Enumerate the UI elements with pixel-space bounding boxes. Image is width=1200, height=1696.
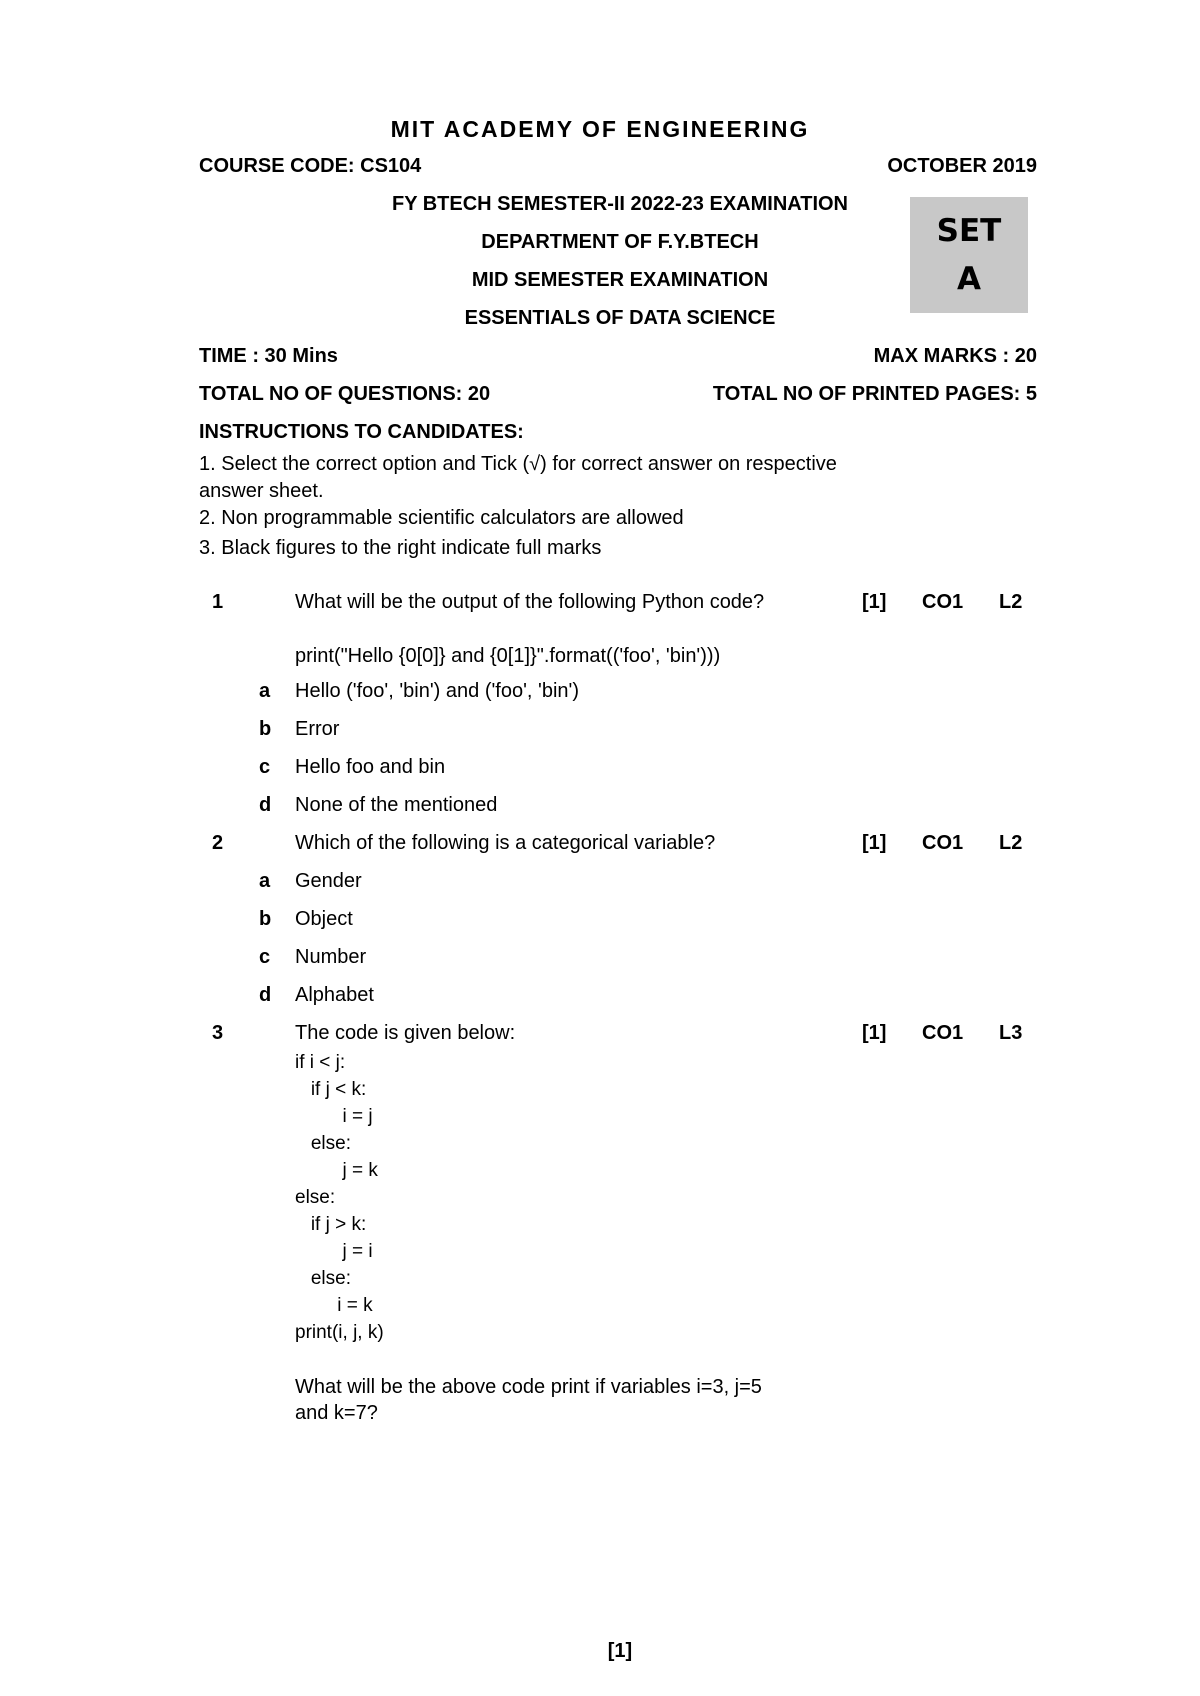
exam-time: TIME : 30 Mins	[199, 345, 338, 367]
option-text: Error	[295, 718, 340, 740]
department: DEPARTMENT OF F.Y.BTECH	[481, 231, 759, 253]
option-key: c	[259, 946, 271, 968]
question-number: 3	[212, 1022, 224, 1044]
max-marks: MAX MARKS : 20	[873, 345, 1037, 367]
option-key: d	[259, 984, 272, 1006]
bloom-level: L2	[999, 591, 1023, 613]
bloom-level: L3	[999, 1022, 1023, 1044]
question-number: 2	[212, 832, 224, 854]
instruction-2: 2. Non programmable scientific calculators are allowed	[199, 507, 684, 529]
option-text: Alphabet	[295, 984, 374, 1006]
institute-name: MIT ACADEMY OF ENGINEERING	[390, 116, 810, 142]
question-code: if i < j: if j < k: i = j else: j = k else: if j > k: j = i else: i = k print(i, j, k)	[295, 1052, 384, 1343]
set-label: SET	[936, 213, 1002, 249]
option-text: Gender	[295, 870, 362, 892]
exam-type: MID SEMESTER EXAMINATION	[471, 269, 769, 291]
question-text: Which of the following is a categorical variable?	[295, 832, 716, 854]
option-key: a	[259, 870, 271, 892]
option-key: b	[259, 908, 272, 930]
question-number: 1	[212, 591, 224, 613]
subject-title: ESSENTIALS OF DATA SCIENCE	[464, 307, 776, 329]
exam-line: FY BTECH SEMESTER-II 2022-23 EXAMINATION	[391, 193, 848, 215]
exam-date: OCTOBER 2019	[887, 155, 1037, 177]
option-text: None of the mentioned	[295, 794, 498, 816]
option-key: b	[259, 718, 272, 740]
question-text: The code is given below:	[295, 1022, 516, 1044]
page-number: [1]	[607, 1640, 633, 1662]
option-text: Hello foo and bin	[295, 756, 446, 778]
course-outcome: CO1	[922, 832, 964, 854]
option-text: Number	[295, 946, 367, 968]
option-key: c	[259, 756, 271, 778]
option-key: a	[259, 680, 271, 702]
set-letter: A	[957, 261, 981, 297]
option-text: Hello ('foo', 'bin') and ('foo', 'bin')	[295, 680, 580, 702]
question-prompt: What will be the above code print if variables i=3, j=5	[295, 1376, 762, 1398]
question-marks: [1]	[862, 1022, 887, 1044]
instruction-1: 1. Select the correct option and Tick (√) for correct answer on respective	[199, 453, 837, 475]
question-marks: [1]	[862, 832, 887, 854]
option-key: d	[259, 794, 272, 816]
total-questions: TOTAL NO OF QUESTIONS: 20	[199, 383, 491, 405]
question-text: What will be the output of the following Python code?	[295, 591, 765, 613]
course-code: COURSE CODE: CS104	[199, 155, 422, 177]
instruction-1-cont: answer sheet.	[199, 480, 324, 502]
question-code: print("Hello {0[0]} and {0[1]}".format(('foo', 'bin')))	[295, 645, 721, 667]
question-marks: [1]	[862, 591, 887, 613]
instructions-title: INSTRUCTIONS TO CANDIDATES:	[199, 421, 524, 443]
bloom-level: L2	[999, 832, 1023, 854]
total-pages: TOTAL NO OF PRINTED PAGES: 5	[712, 383, 1037, 405]
question-prompt-cont: and k=7?	[295, 1402, 378, 1424]
course-outcome: CO1	[922, 1022, 964, 1044]
instruction-3: 3. Black figures to the right indicate full marks	[199, 537, 602, 559]
option-text: Object	[295, 908, 353, 930]
set-badge	[910, 197, 1028, 313]
course-outcome: CO1	[922, 591, 964, 613]
